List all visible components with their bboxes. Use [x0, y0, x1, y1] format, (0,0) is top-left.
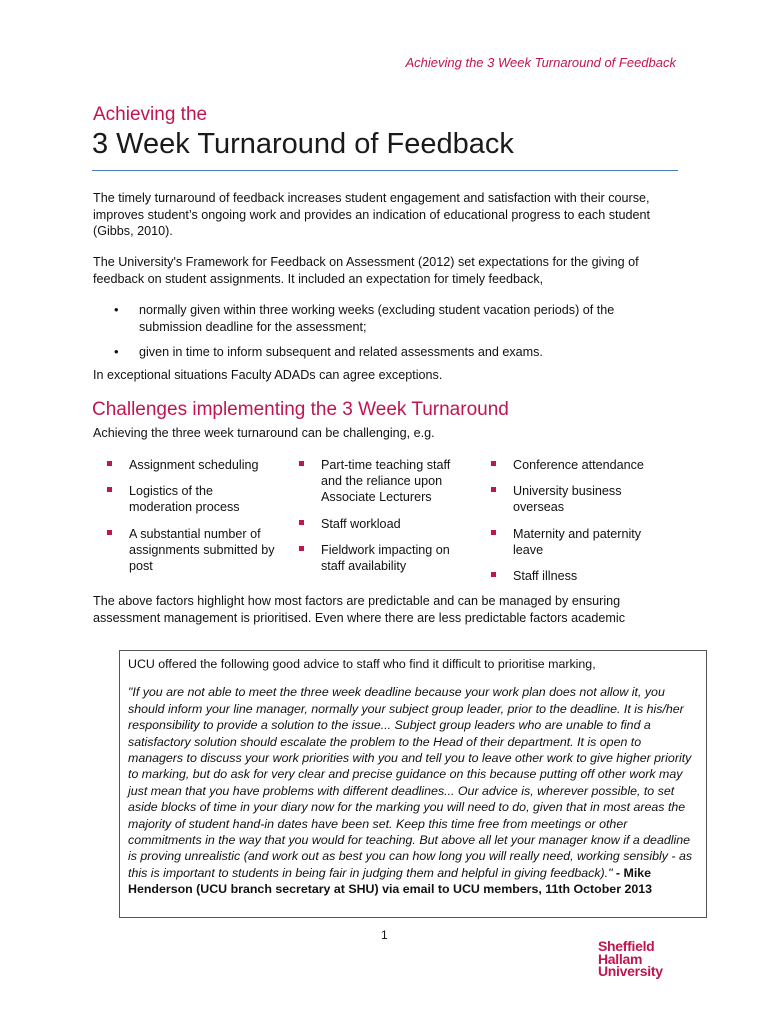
list-item-text: Conference attendance — [513, 458, 644, 472]
title-kicker: Achieving the — [93, 104, 208, 125]
list-item — [491, 568, 661, 584]
challenges-column-2 — [299, 457, 469, 584]
running-header: Achieving the 3 Week Turnaround of Feedback — [405, 55, 676, 70]
section-heading: Challenges implementing the 3 Week Turnaround — [92, 399, 509, 420]
list-item-text: Fieldwork impacting on staff availability — [321, 542, 450, 574]
list-item — [299, 457, 469, 506]
square-bullet-icon — [299, 461, 304, 466]
challenges-column-3 — [491, 457, 661, 594]
list-item — [491, 457, 661, 473]
university-logo — [598, 940, 663, 978]
quote-body — [128, 684, 698, 897]
list-item — [114, 344, 674, 361]
page-title: 3 Week Turnaround of Feedback — [92, 128, 514, 160]
list-item — [107, 526, 277, 575]
intro-paragraph-2: The University's Framework for Feedback on Assessment (2012) set expectations for the giving of feedback on student assignments. It included an expectation for timely feedback, — [93, 255, 639, 286]
intro-paragraph-3: In exceptional situations Faculty ADADs can agree exceptions. — [93, 368, 443, 382]
list-item-text: given in time to inform subsequent and related assessments and exams. — [139, 345, 543, 359]
logo-line: University — [598, 963, 663, 979]
list-item-text: Logistics of the moderation process — [129, 484, 240, 515]
bullet-icon: • — [114, 302, 119, 317]
challenges-lead: Achieving the three week turnaround can be challenging, e.g. — [93, 426, 435, 440]
square-bullet-icon — [491, 461, 496, 466]
logo-line: Hallam — [598, 950, 643, 967]
bullet-icon: • — [114, 344, 119, 359]
list-item-text: Assignment scheduling — [129, 458, 259, 472]
list-item-text: University business overseas — [513, 484, 622, 515]
challenges-column-1 — [107, 457, 277, 584]
intro-paragraph-1: The timely turnaround of feedback increases student engagement and satisfaction with their course, improves student’s ongoing work and provides an indication of educational progress to each student (Gibbs, 2010). — [93, 191, 651, 238]
square-bullet-icon — [107, 530, 112, 535]
list-item-text: Staff illness — [513, 569, 578, 584]
square-bullet-icon — [491, 487, 496, 492]
list-item-text: Part-time teaching staff and the reliance upon Associate Lecturers — [321, 458, 451, 505]
challenges-summary: The above factors highlight how most factors are predictable and can be managed by ensuring assessment management is prioritised. Even where there are less predictable factors academic — [93, 594, 625, 625]
list-item-text: normally given within three working weeks (excluding student vacation periods) of the submission deadline for the assessment; — [139, 303, 615, 334]
list-item — [299, 516, 469, 532]
square-bullet-icon — [107, 461, 112, 466]
list-item-text: A substantial number of assignments submitted by post — [129, 526, 275, 574]
list-item — [299, 542, 469, 574]
list-item — [491, 526, 661, 558]
page-number: 1 — [381, 928, 388, 942]
logo-line: Sheffield — [598, 938, 655, 954]
quote-text: "If you are not able to meet the three week deadline because your work plan does not allow it, you should inform your line manager, normally your subject group leader, prior to the deadline. It is his/her responsibility to provide a solution to the issue... Subject group leaders who are unable to find a satisfactory solution should escalate the problem to the Head of their department. It is open to managers to discuss your work priorities with you and tell you to leave other work to give higher priority to marking, but do ask for very clear and precise guidance on this because putting off other work may just mean that you have problems with different deadlines... Our advice is, wherever possible, to set aside blocks of time in your diary now for the marking you will need to do, given that in most areas the majority of student hand-in dates have been set. Keep this time free from meetings or other commitments in the way that you would for teaching. But above all let your manager know if a deadline is proving unrealistic (and work out as best you can how long you will really need, working sensibly - as this is important to students in being fair in judging them and helpful in giving feedback)." — [128, 685, 693, 880]
ucu-advice-box — [119, 650, 707, 918]
title-divider — [92, 170, 678, 171]
quote-attribution: - Mike Henderson (UCU branch secretary at SHU) via email to UCU members, 11th October 2013 — [128, 865, 653, 897]
list-item — [491, 483, 661, 515]
list-item — [107, 457, 277, 473]
list-item-text: Maternity and paternity leave — [513, 526, 642, 557]
list-item — [114, 302, 674, 335]
square-bullet-icon — [491, 572, 496, 577]
expectation-list — [114, 302, 674, 370]
quote-intro: UCU offered the following good advice to staff who find it difficult to prioritise marking, — [128, 657, 596, 671]
square-bullet-icon — [491, 530, 496, 535]
square-bullet-icon — [299, 520, 304, 525]
square-bullet-icon — [299, 546, 304, 551]
list-item-text: Staff workload — [321, 516, 401, 531]
square-bullet-icon — [107, 487, 112, 492]
list-item — [107, 483, 277, 515]
